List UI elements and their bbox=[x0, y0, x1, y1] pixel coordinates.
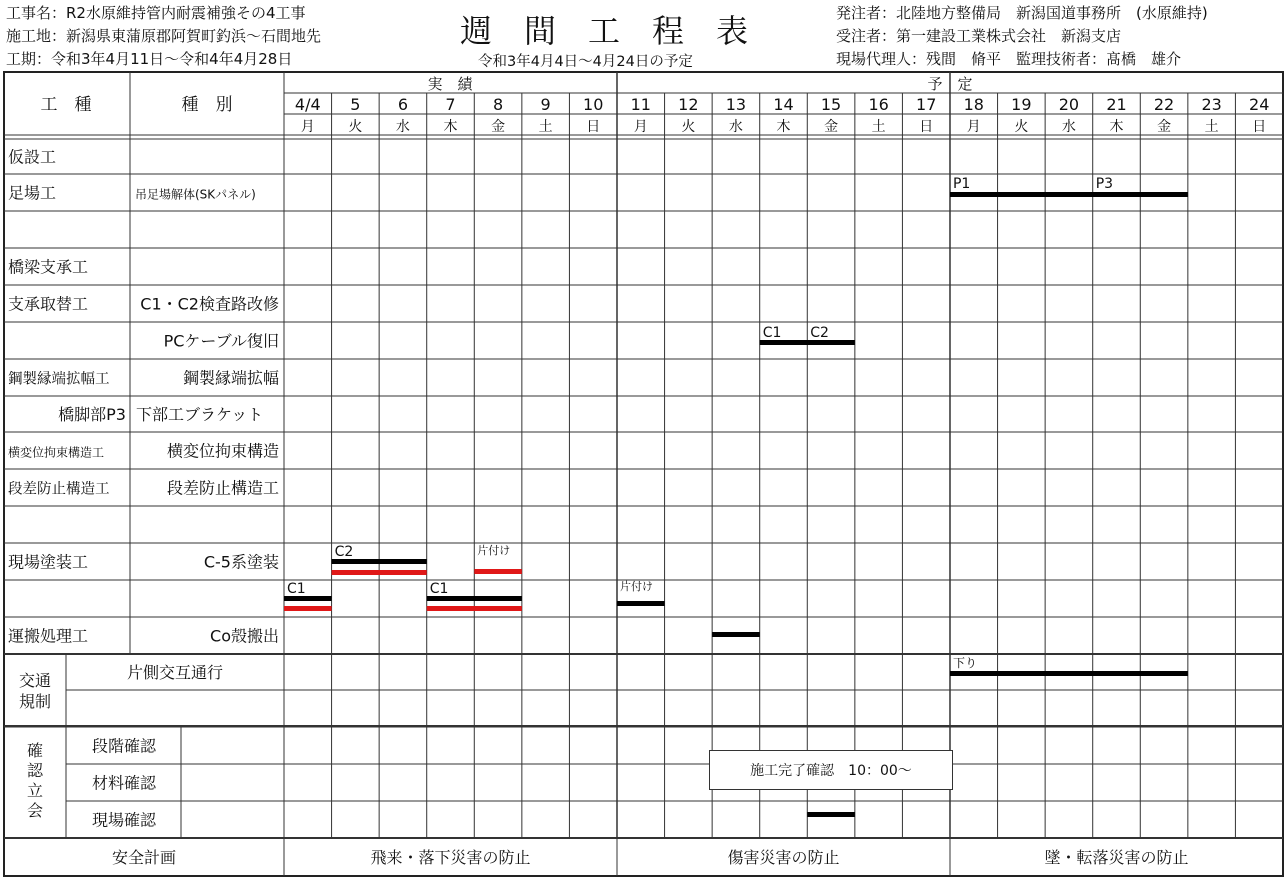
weekday-label: 火 bbox=[348, 119, 363, 135]
work-type-header: 工 種 bbox=[40, 95, 92, 115]
weekday-label: 金 bbox=[491, 119, 506, 135]
completion-note: 施工完了確認 10：00～ bbox=[709, 750, 953, 790]
day-number: 5 bbox=[350, 95, 361, 114]
subtype-label: Co殻搬出 bbox=[210, 626, 279, 646]
hauling-bar bbox=[712, 632, 760, 637]
cleanup-bar bbox=[617, 601, 665, 606]
subtype-label: 段差防止構造工 bbox=[166, 478, 279, 498]
inspection-label: 段階確認 bbox=[91, 736, 157, 756]
painting-bar-red bbox=[332, 570, 427, 575]
inspection-group-label: 認 bbox=[26, 761, 44, 780]
bar-label: C1 bbox=[429, 581, 449, 597]
traffic-bar bbox=[950, 671, 1188, 676]
day-number: 7 bbox=[445, 95, 456, 114]
day-number: 12 bbox=[678, 95, 699, 114]
weekday-label: 日 bbox=[1252, 119, 1267, 135]
day-number: 15 bbox=[820, 95, 842, 114]
day-number: 23 bbox=[1201, 95, 1222, 114]
weekday-label: 月 bbox=[633, 119, 648, 135]
safety-label: 安全計画 bbox=[111, 848, 177, 867]
painting-bar-red bbox=[474, 569, 522, 574]
inspection-group-label: 立 bbox=[26, 781, 44, 800]
work-type-label: 足場工 bbox=[8, 183, 57, 203]
site-location: 施工地：新潟県東蒲原郡阿賀町釣浜～石間地先 bbox=[6, 27, 322, 45]
day-number: 4/4 bbox=[294, 95, 321, 114]
work-type-label: 現場塗装工 bbox=[8, 552, 89, 572]
day-number: 21 bbox=[1106, 95, 1127, 114]
day-number: 19 bbox=[1011, 95, 1032, 114]
page-subtitle: 令和3年4月4日～4月24日の予定 bbox=[478, 54, 693, 70]
bar-label: 片付け bbox=[619, 580, 653, 593]
weekday-label: 日 bbox=[586, 119, 601, 135]
plan-header: 予 定 bbox=[927, 75, 973, 93]
inspection-label: 材料確認 bbox=[91, 773, 157, 793]
traffic-label: 片側交互通行 bbox=[126, 663, 224, 682]
weekday-label: 土 bbox=[538, 119, 553, 135]
inspection-group-label: 会 bbox=[26, 801, 44, 820]
inspection-group-label: 確 bbox=[26, 741, 44, 760]
day-number: 9 bbox=[540, 95, 551, 114]
weekday-label: 日 bbox=[919, 119, 934, 135]
weekday-label: 火 bbox=[1014, 119, 1029, 135]
day-number: 11 bbox=[630, 95, 651, 114]
weekday-label: 金 bbox=[824, 119, 839, 135]
subtype-header: 種 別 bbox=[181, 95, 233, 115]
day-number: 8 bbox=[492, 95, 504, 114]
orderer: 発注者：北陸地方整備局 新潟国道事務所 (水原維持) bbox=[836, 4, 1208, 22]
day-number: 6 bbox=[397, 95, 409, 114]
scaffold-bar bbox=[950, 192, 1188, 197]
subtype-label: 吊足場解体(SKパネル) bbox=[135, 187, 256, 202]
work-type-label: 鋼製縁端拡幅工 bbox=[8, 371, 110, 388]
day-number: 24 bbox=[1249, 95, 1270, 114]
weekday-label: 木 bbox=[443, 119, 458, 135]
bar-label: 下り bbox=[952, 656, 978, 670]
subtype-label: 下部工ブラケット bbox=[136, 405, 264, 424]
subtype-label: C-5系塗装 bbox=[203, 552, 279, 572]
bar-label: C1 bbox=[287, 581, 306, 597]
project-name: 工事名：R2水原維持管内耐震補強その4工事 bbox=[6, 4, 306, 22]
safety-item: 墜・転落災害の防止 bbox=[1044, 848, 1189, 867]
weekday-label: 木 bbox=[1109, 119, 1124, 135]
safety-item: 傷害災害の防止 bbox=[727, 848, 840, 867]
day-number: 16 bbox=[868, 95, 889, 114]
subtype-label: 鋼製縁端拡幅 bbox=[182, 368, 279, 388]
day-number: 10 bbox=[583, 95, 604, 114]
subtype-label: 横変位拘束構造 bbox=[166, 441, 279, 461]
weekday-label: 水 bbox=[728, 119, 743, 135]
contractor: 受注者：第一建設工業株式会社 新潟支店 bbox=[836, 27, 1122, 45]
work-type-label: 横変位拘束構造工 bbox=[8, 445, 105, 460]
day-number: 13 bbox=[725, 95, 747, 114]
bar-label: C2 bbox=[810, 325, 829, 341]
inspection-bar bbox=[807, 812, 855, 817]
bar-label: C1 bbox=[762, 325, 782, 341]
weekday-label: 水 bbox=[1061, 119, 1076, 135]
work-type-label: 橋脚部P3 bbox=[58, 405, 126, 424]
traffic-group-label: 交通 bbox=[18, 671, 52, 690]
subtype-label: C1・C2検査路改修 bbox=[140, 294, 279, 314]
page-title: 週 間 工 程 表 bbox=[460, 12, 749, 50]
day-number: 17 bbox=[916, 95, 937, 114]
bar-label: C2 bbox=[334, 544, 354, 560]
work-type-label: 橋梁支承工 bbox=[8, 257, 89, 277]
subtype-label: PCケーブル復旧 bbox=[163, 331, 279, 351]
weekday-label: 火 bbox=[681, 119, 696, 135]
day-number: 20 bbox=[1058, 95, 1080, 114]
weekday-label: 水 bbox=[395, 119, 410, 135]
bar-label: P1 bbox=[952, 176, 971, 192]
day-number: 14 bbox=[773, 95, 794, 114]
work-type-label: 運搬処理工 bbox=[8, 626, 89, 646]
weekday-label: 木 bbox=[776, 119, 791, 135]
construction-period: 工期：令和3年4月11日～令和4年4月28日 bbox=[6, 50, 293, 68]
day-number: 18 bbox=[963, 95, 984, 114]
bar-label: 片付け bbox=[477, 544, 511, 557]
safety-item: 飛来・落下災害の防止 bbox=[370, 848, 531, 867]
day-number: 22 bbox=[1153, 95, 1175, 114]
traffic-group-label: 規制 bbox=[18, 692, 52, 711]
weekday-label: 土 bbox=[871, 119, 886, 135]
inspection-label: 現場確認 bbox=[91, 810, 157, 830]
bar-label: P3 bbox=[1095, 176, 1114, 192]
weekday-label: 土 bbox=[1204, 119, 1219, 135]
site-agent: 現場代理人：残間 脩平 監理技術者：髙橋 雄介 bbox=[836, 50, 1182, 68]
weekday-label: 金 bbox=[1157, 119, 1172, 135]
weekday-label: 月 bbox=[300, 119, 315, 135]
painting-bar-red bbox=[284, 606, 332, 611]
weekday-label: 月 bbox=[966, 119, 981, 135]
work-type-label: 段差防止構造工 bbox=[8, 481, 110, 498]
actual-header: 実 績 bbox=[427, 75, 473, 93]
work-type-label: 支承取替工 bbox=[8, 294, 89, 314]
work-type-label: 仮設工 bbox=[8, 147, 57, 167]
painting-bar-red bbox=[427, 606, 522, 611]
